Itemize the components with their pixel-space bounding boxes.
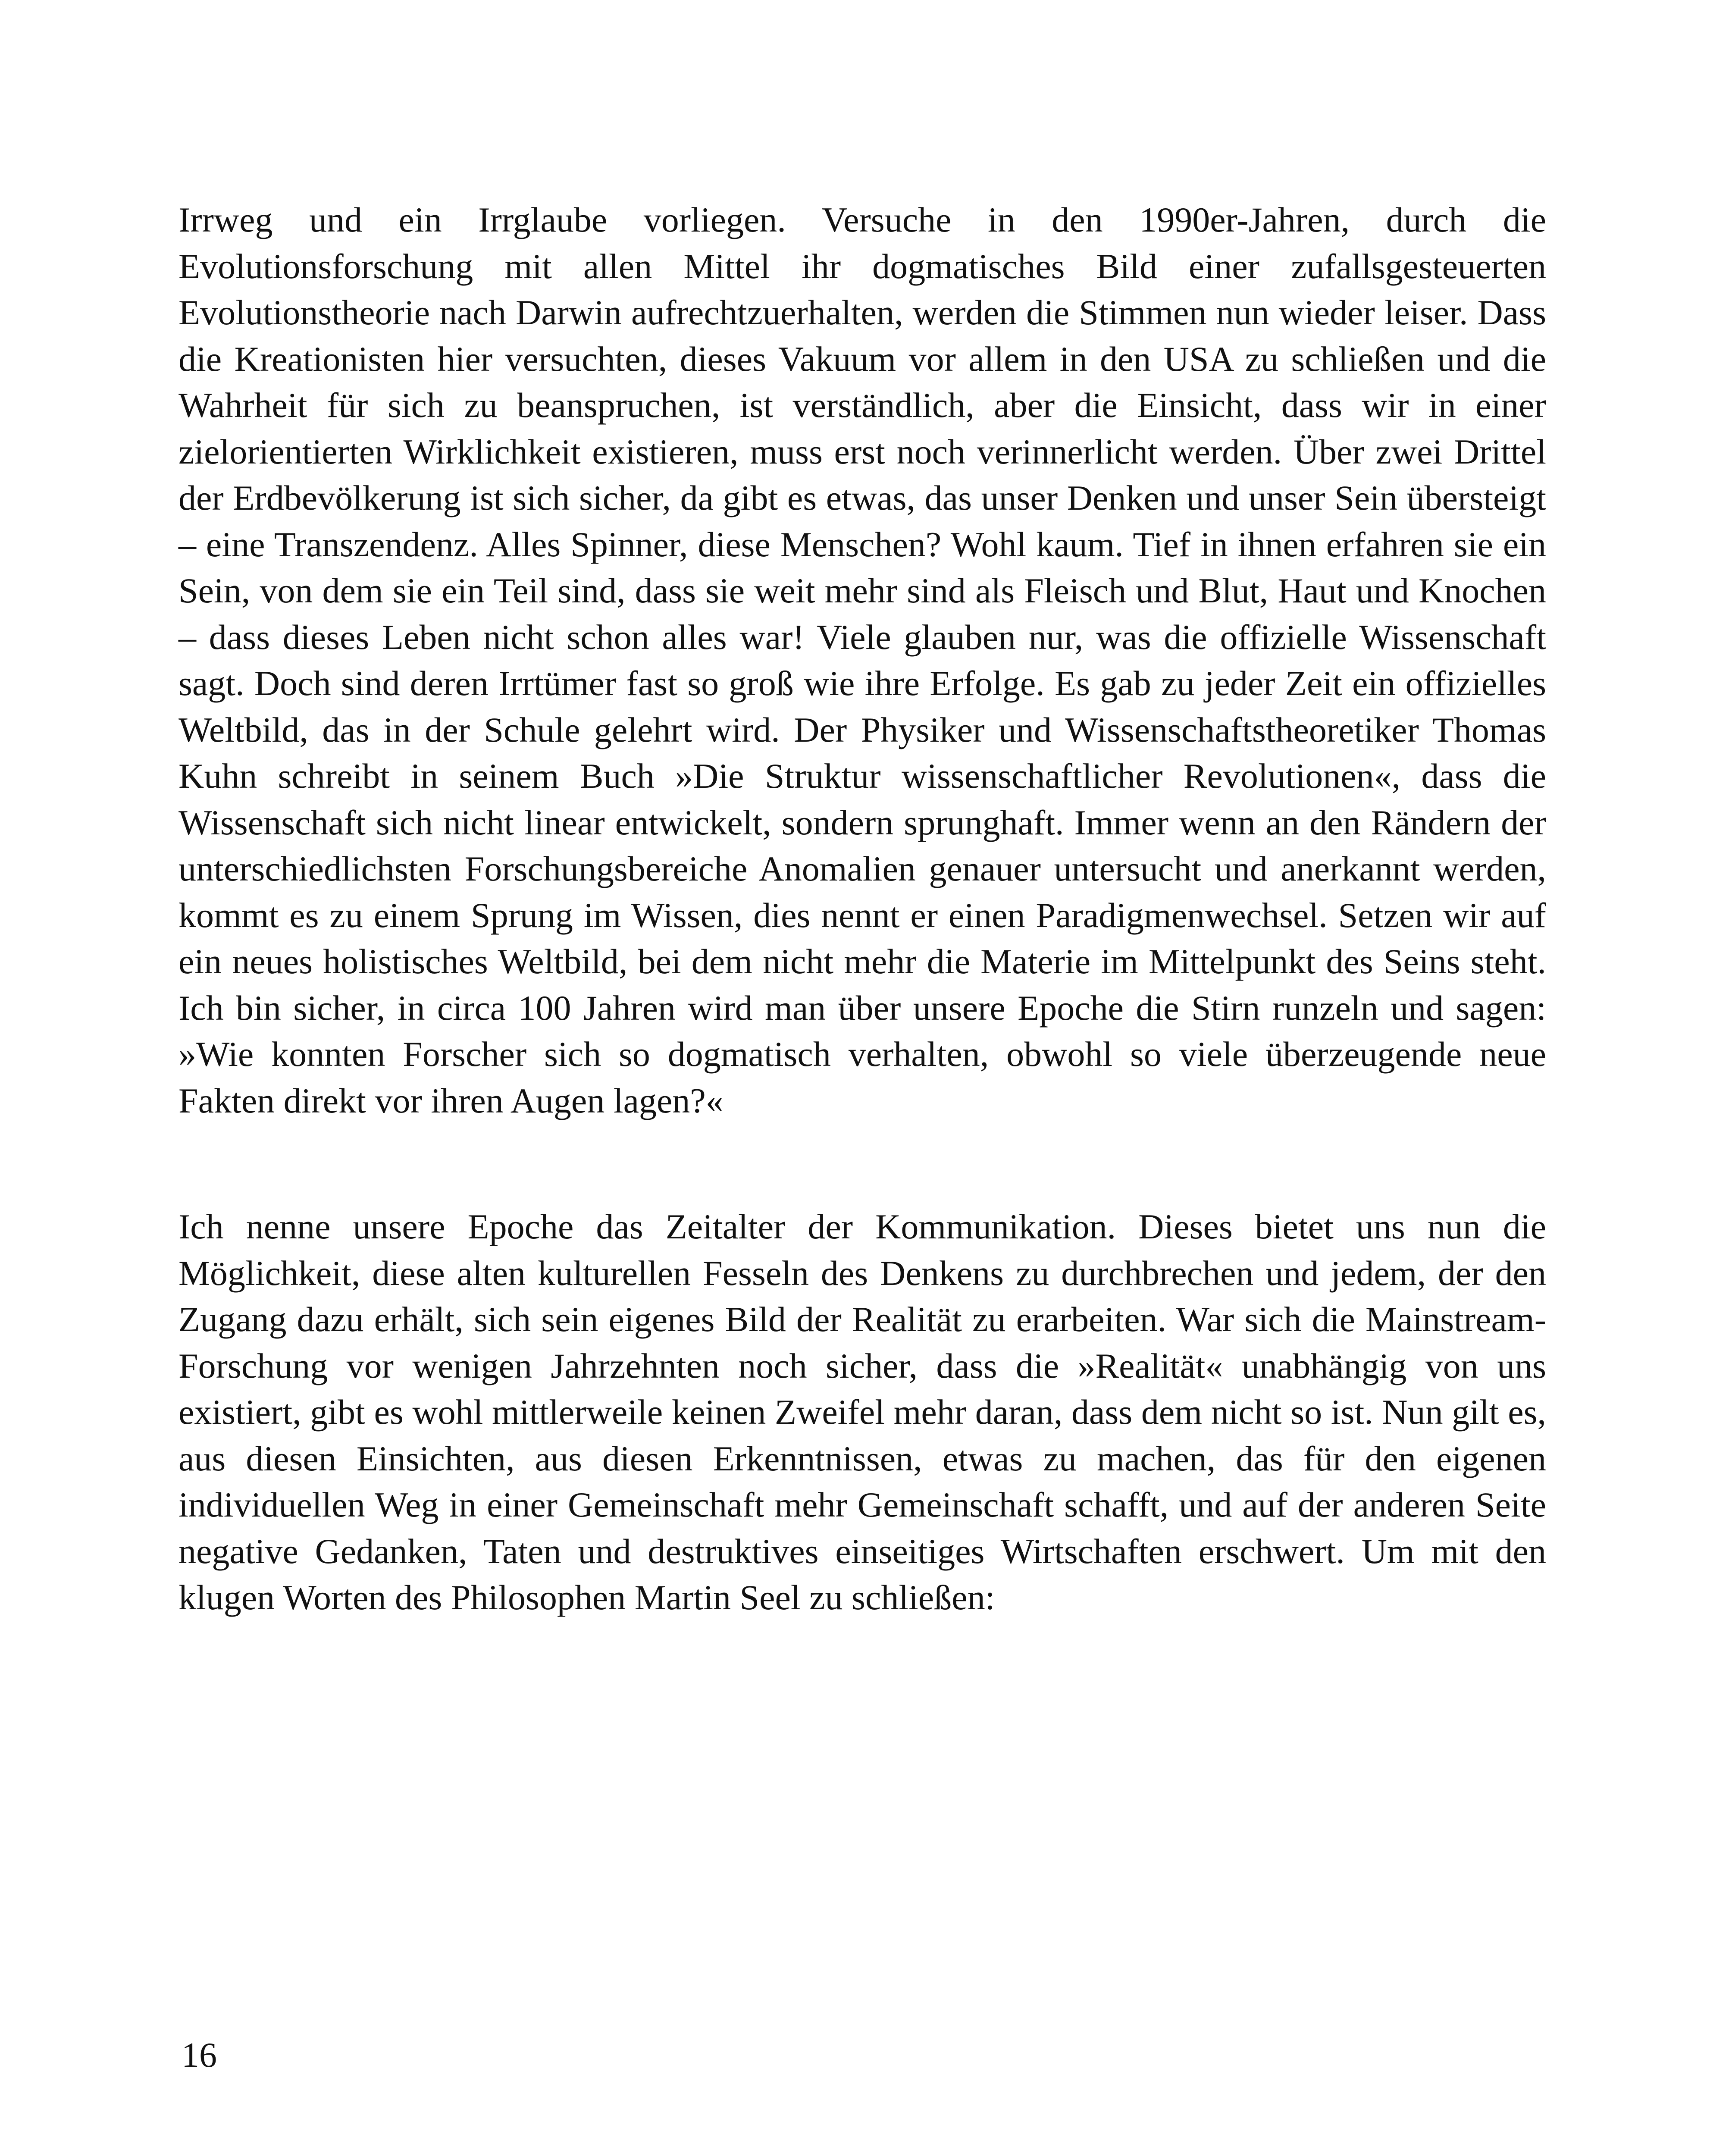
body-paragraph-1: Irrweg und ein Irrglaube vorliegen. Versuche in den 1990er-Jahren, durch die Evolutionsforschung mit allen Mittel ihr dogmatisches Bild einer zufallsgesteuerten Evolutionstheorie nach Darwin aufrechtzuerhalten, werden die Stimmen nun wieder leiser. Dass die Kreationisten hier versuchten, dieses Vakuum vor allem in den USA zu schließen und die Wahrheit für sich zu beanspruchen, ist verständlich, aber die Einsicht, dass wir in einer zielorientierten Wirklichkeit existieren, muss erst noch verinnerlicht werden. Über zwei Drittel der Erdbevölkerung ist sich sicher, da gibt es etwas, das unser Denken und unser Sein übersteigt – eine Transzendenz. Alles Spinner, diese Menschen? Wohl kaum. Tief in ihnen erfahren sie ein Sein, von dem sie ein Teil sind, dass sie weit mehr sind als Fleisch und Blut, Haut und Knochen – dass dieses Leben nicht schon alles war! Viele glauben nur, was die offizielle Wissenschaft sagt. Doch sind deren Irrtümer fast so groß wie ihre Erfolge. Es gab zu jeder Zeit ein offizielles Weltbild, das in der Schule gelehrt wird. Der Physiker und Wissenschaftstheoretiker Thomas Kuhn schreibt in seinem Buch »Die Struktur wissenschaftlicher Revolutionen«, dass die Wissenschaft sich nicht linear entwickelt, sondern sprunghaft. Immer wenn an den Rändern der unterschiedlichsten Forschungsbereiche Anomalien genauer untersucht und anerkannt werden, kommt es zu einem Sprung im Wissen, dies nennt er einen Paradigmenwechsel. Setzen wir auf ein neues holistisches Weltbild, bei dem nicht mehr die Materie im Mittelpunkt des Seins steht. Ich bin sicher, in circa 100 Jahren wird man über unsere Epoche die Stirn runzeln und sagen: »Wie konnten Forscher sich so dogmatisch verhalten, obwohl so viele überzeugende neue Fakten direkt vor ihren Augen lagen?« xyxy=(179,200,1546,1120)
body-paragraph-2: Ich nenne unsere Epoche das Zeitalter der Kommunikation. Dieses bietet uns nun die Möglichkeit, diese alten kulturellen Fesseln des Denkens zu durchbrechen und jedem, der den Zugang dazu erhält, sich sein eigenes Bild der Realität zu erarbeiten. War sich die Mainstream-Forschung vor wenigen Jahrzehnten noch sicher, dass die »Realität« unabhängig von uns existiert, gibt es wohl mittlerweile keinen Zweifel mehr daran, dass dem nicht so ist. Nun gilt es, aus diesen Einsichten, aus diesen Erkenntnissen, etwas zu machen, das für den eigenen individuellen Weg in einer Gemeinschaft mehr Gemeinschaft schafft, und auf der anderen Seite negative Gedanken, Taten und destruktives einseitiges Wirtschaften erschwert. Um mit den klugen Worten des Philosophen Martin Seel zu schließen: xyxy=(179,1207,1546,1617)
page-number: 16 xyxy=(182,2035,217,2075)
